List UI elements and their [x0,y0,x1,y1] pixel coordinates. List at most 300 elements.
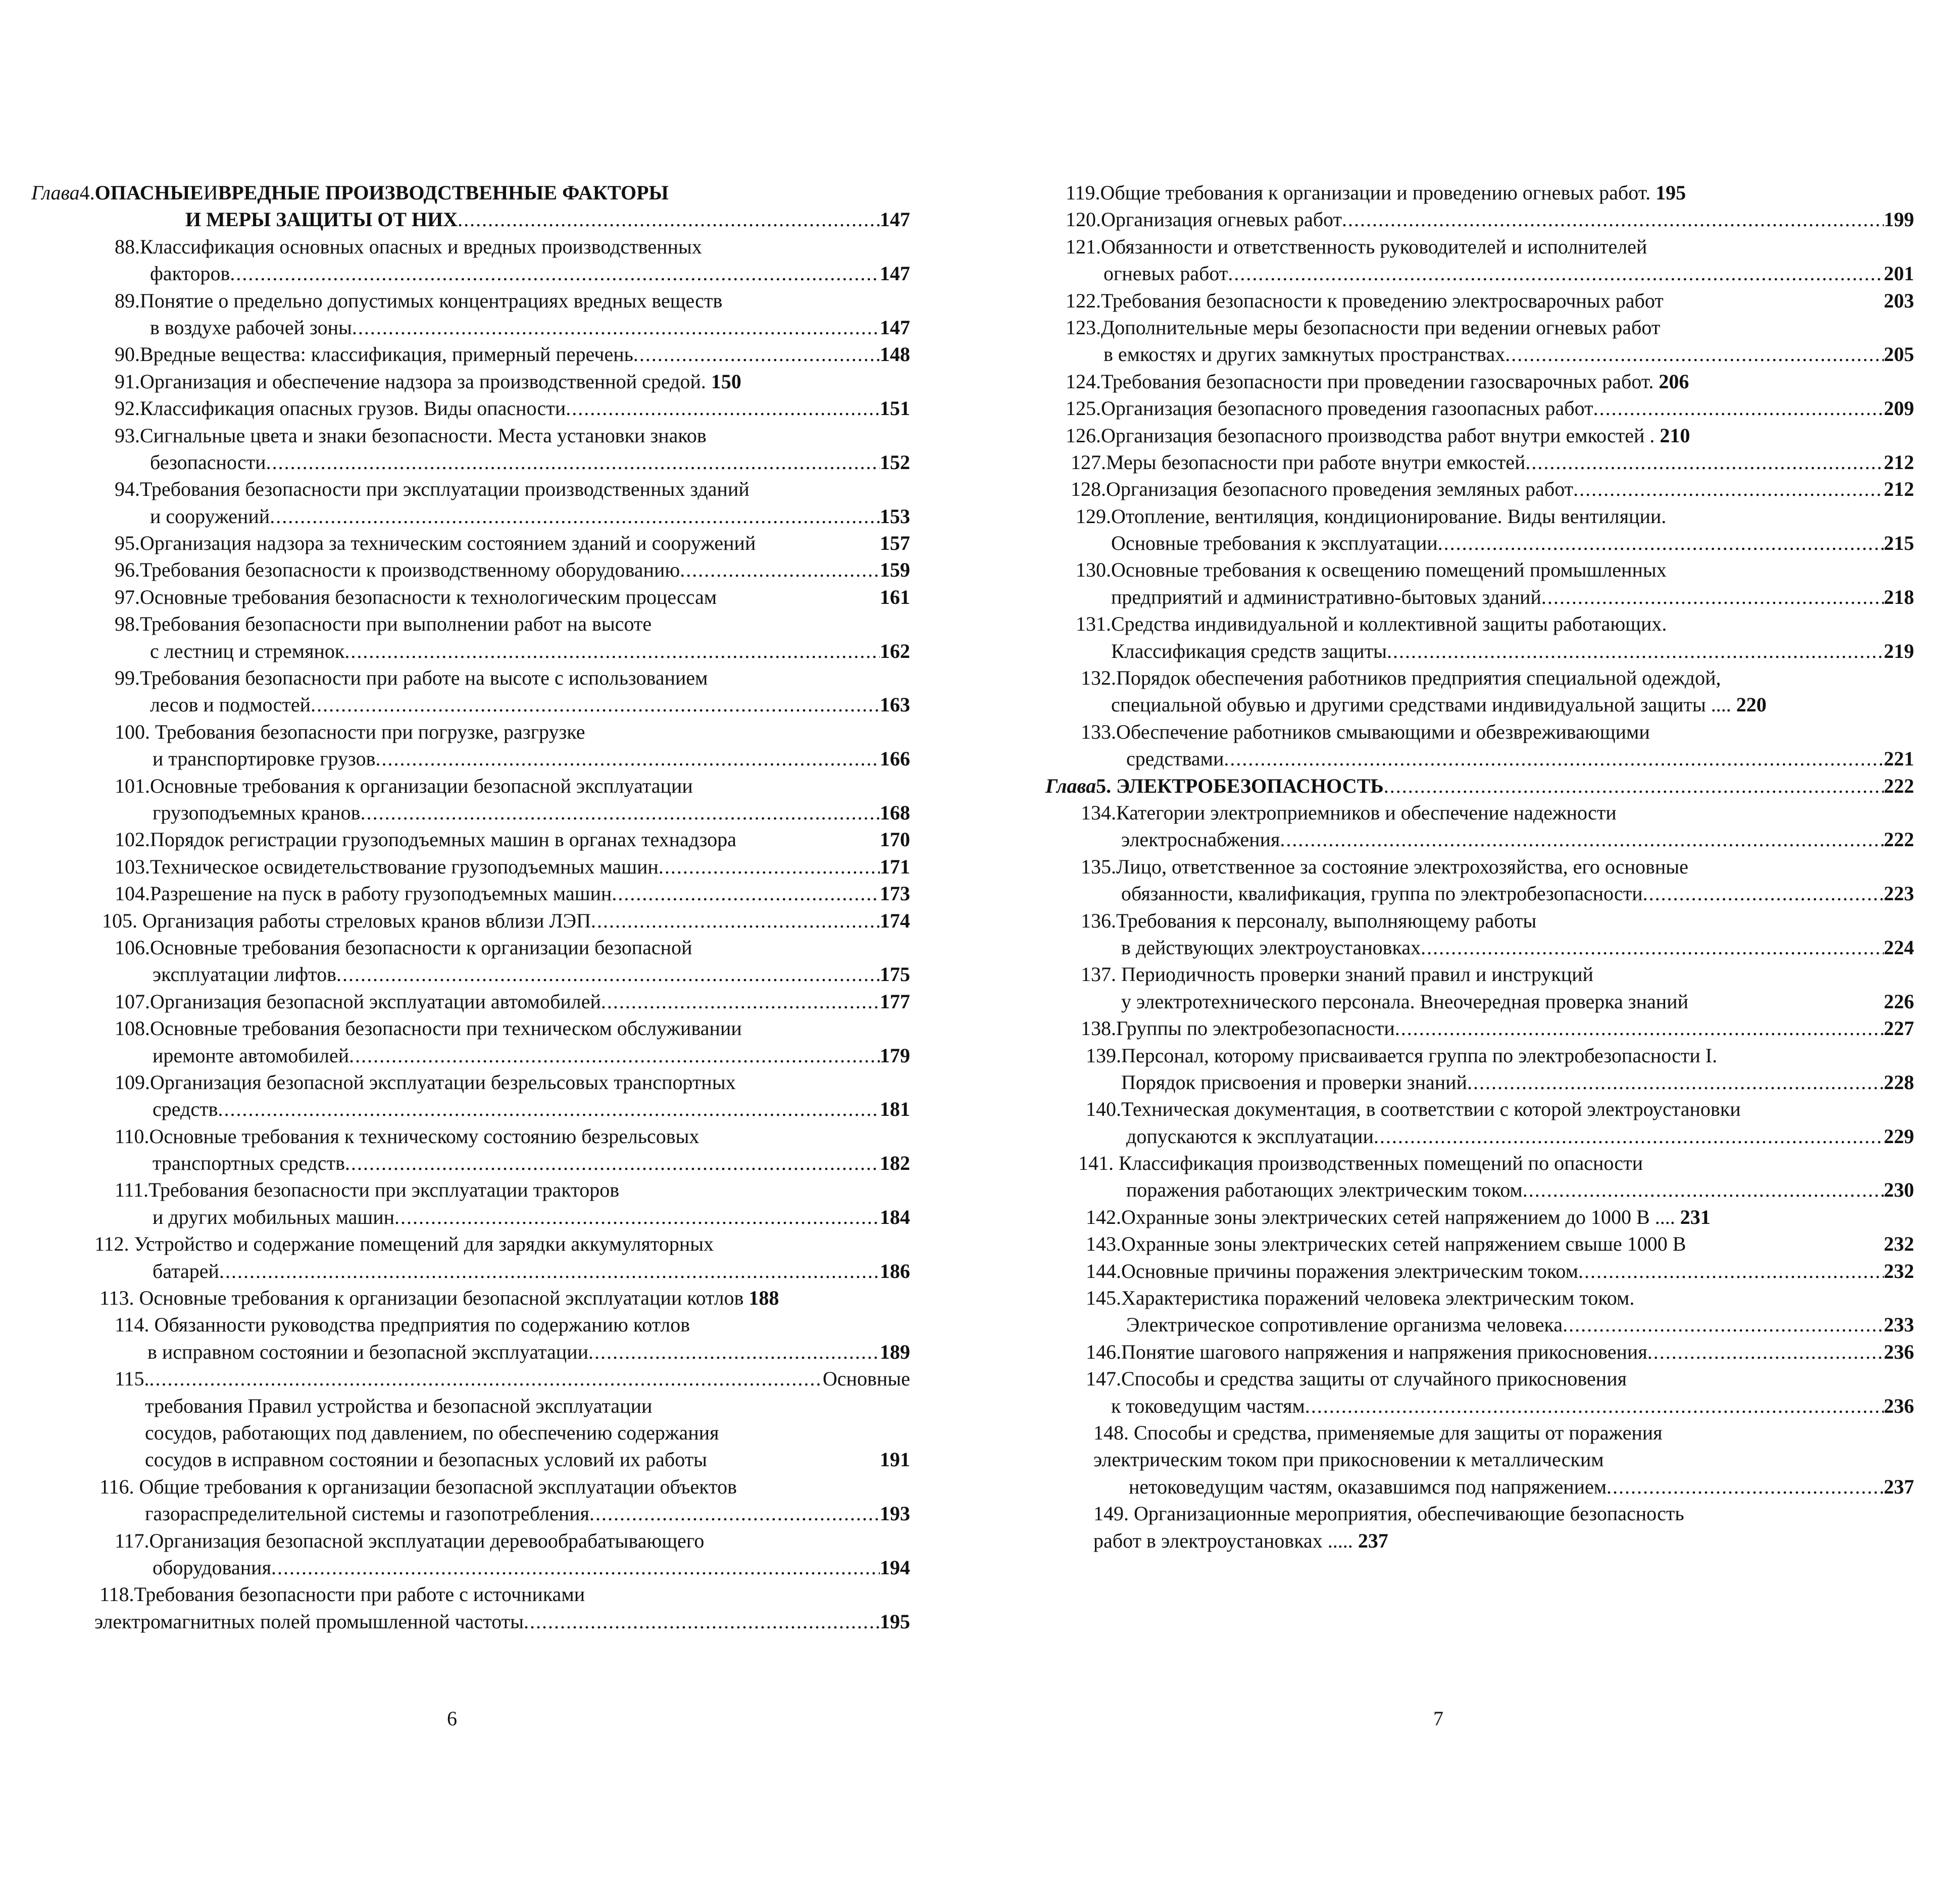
toc-page-number: 191 [880,1448,910,1471]
toc-entry-text: 129.Отопление, вентиляция, кондиционирование. Виды вентиляции. [1076,504,1667,528]
toc-entry-line [31,1554,910,1581]
toc-entry-text: электроснабжения [1121,828,1280,851]
toc-entry-line [1045,1150,1914,1176]
toc-entry-line [1045,1230,1914,1257]
dot-leader [344,638,880,664]
toc-entry-line [31,1446,910,1473]
dot-leader [349,1042,880,1069]
toc-entry-text: 104.Разрешение на пуск в работу грузоподъемных машин [115,882,612,905]
toc-entry-line [31,1123,910,1150]
toc-page-number: 189 [880,1340,910,1363]
toc-entry-text: 117.Организация безопасной эксплуатации деревообрабатывающего [115,1529,705,1552]
toc-page-number: 168 [880,801,910,824]
toc-page-number: 179 [880,1044,910,1067]
dot-leader [591,907,880,934]
toc-entry-text: 103.Техническое освидетельствование грузоподъемных машин [115,855,659,878]
dot-leader [1505,341,1884,368]
toc-entry-line [31,341,910,368]
toc-page-number: 201 [1884,262,1914,285]
toc-entry-line [31,503,910,530]
toc-page-number: 195 [880,1610,910,1633]
dot-leader [1541,584,1884,610]
dot-leader [524,1608,880,1635]
toc-page-number: 229 [1884,1124,1914,1148]
toc-entry-text: 130.Основные требования к освещению помещений промышленных [1076,558,1667,582]
toc-entry-line [1045,691,1914,718]
toc-entry-line [1045,1365,1914,1392]
toc-entry-text: 97.Основные требования безопасности к технологическим процессам [115,585,717,608]
toc-page-number: 233 [1884,1313,1914,1336]
toc-entry-text: в действующих электроустановках [1121,936,1421,959]
dot-leader [375,745,880,772]
toc-entry-line [31,664,910,691]
toc-page-number: 152 [880,450,910,474]
dot-leader [458,206,880,233]
toc-entry-text: 106.Основные требования безопасности к организации безопасной [115,936,692,959]
toc-entry-text: 137. Периодичность проверки знаний правил и инструкций [1081,963,1593,986]
toc-entry-text: транспортных средств [153,1152,345,1175]
toc-entry-text: 148. Способы и средства, применяемые для защиты от поражения [1093,1421,1663,1444]
toc-entry-text: ОПАСНЫЕ [94,181,204,204]
dot-leader [1573,476,1884,502]
toc-entry-text: Основные требования к эксплуатации [1111,532,1438,555]
toc-entry-line [31,260,910,287]
toc-entry-line [31,1230,910,1257]
toc-page-number: 236 [1884,1340,1914,1363]
toc-entry-line [31,880,910,907]
dot-leader [219,1258,880,1284]
toc-entry-text: факторов [150,262,230,285]
toc-entry-line [31,1069,910,1096]
dot-leader [1593,395,1884,422]
toc-entry-line [1045,718,1914,745]
toc-left-column [31,179,910,1635]
toc-entry-text: эксплуатации лифтов [153,963,336,986]
toc-page-number: 203 [1884,289,1914,312]
toc-entry-line [1045,179,1914,206]
toc-entry-line [31,961,910,988]
toc-entry-text: в исправном состоянии и безопасной эксплуатации [147,1340,588,1363]
toc-entry-text: 149. Организационные мероприятия, обеспечивающие безопасность [1093,1502,1684,1525]
toc-entry-text: Электрическое сопротивление организма человека [1126,1313,1563,1336]
toc-entry-text: 119.Общие требования к организации и проведению огневых работ. [1066,181,1651,204]
toc-entry-text: Порядок присвоения и проверки знаний [1121,1070,1467,1094]
dot-leader [1224,745,1884,772]
toc-entry-line [1045,638,1914,664]
toc-entry-text: Глава [1045,774,1096,797]
toc-entry-text: 145.Характеристика поражений человека электрическим током. [1086,1287,1635,1310]
toc-entry-text: 89.Понятие о предельно допустимых концентрациях вредных веществ [115,289,723,312]
toc-entry-text: 142.Охранные зоны электрических сетей напряжением до 1000 В [1086,1205,1650,1228]
toc-entry-text: 88.Классификация основных опасных и вредных производственных [115,235,702,258]
toc-entry-line [1045,314,1914,341]
toc-entry-line [31,718,910,745]
toc-page-number: 205 [1884,343,1914,366]
dot-leader [612,880,880,907]
toc-entry-line [1045,1176,1914,1203]
toc-entry-text: электромагнитных полей промышленной частоты [94,1610,524,1633]
toc-entry-line [1045,745,1914,772]
toc-page-number: 162 [880,639,910,662]
toc-entry-text: 113. Основные требования к организации безопасной эксплуатации котлов [99,1287,744,1310]
dot-leader [659,853,880,880]
dot-leader [589,1500,880,1527]
toc-entry-text: 141. Классификация производственных помещений по опасности [1078,1152,1643,1175]
toc-page-number: 232 [1884,1259,1914,1282]
toc-page-number: 148 [880,343,910,366]
toc-entry-text: оборудования [153,1556,271,1579]
toc-entry-text: в воздухе рабочей зоны [150,316,352,339]
toc-entry-line [1045,1339,1914,1365]
toc-entry-text: 128.Организация безопасного проведения земляных работ [1071,478,1574,501]
toc-page-number: 236 [1884,1394,1914,1417]
toc-page-number: 222 [1884,828,1914,851]
toc-entry-text: 135.Лицо, ответственное за состояние электрохозяйства, его основные [1081,855,1688,878]
toc-entry-line [1045,1446,1914,1473]
toc-entry-text: 110.Основные требования к техническому состоянию безрельсовых [115,1124,699,1148]
toc-entry-line [1045,1473,1914,1500]
toc-entry-line [1045,961,1914,988]
toc-page-number: 194 [880,1556,910,1579]
toc-entry-line [31,1419,910,1446]
toc-page-number: 237 [1358,1529,1388,1552]
toc-page-number: 193 [880,1502,910,1525]
toc-entry-line [1045,476,1914,502]
toc-entry-text: 4. [79,181,95,204]
toc-page-number: 174 [880,909,910,932]
dot-leader [149,1365,823,1392]
toc-page-number: 215 [1884,532,1914,555]
toc-entry-text: в емкостях и других замкнутых пространствах [1104,343,1506,366]
toc-entry-text: сосудов, работающих под давлением, по обеспечению содержания [145,1421,719,1444]
toc-entry-text: 124.Требования безопасности при проведении газосварочных работ. [1066,370,1654,393]
toc-page-number: 221 [1884,747,1914,770]
toc-entry-line [1045,422,1914,449]
dot-leader [1305,1393,1884,1419]
toc-entry-line [31,314,910,341]
toc-entry-text: 111.Требования безопасности при эксплуатации тракторов [115,1178,620,1202]
toc-page-number: 222 [1884,774,1914,797]
toc-entry-line [31,556,910,583]
toc-entry-text: и сооружений [150,504,270,528]
toc-entry-line [31,826,910,853]
toc-entry-text: 138.Группы по электробезопасности [1081,1017,1395,1040]
toc-entry-text: Глава [31,181,80,204]
dot-leader [394,1204,880,1230]
dot-leader [336,961,880,988]
dot-leader [1643,880,1884,907]
toc-entry-text: предприятий и административно-бытовых зданий [1111,585,1541,608]
toc-entry-line [1045,799,1914,826]
toc-entry-line [31,1527,910,1554]
toc-page-number: 206 [1659,370,1689,393]
toc-entry-text: огневых работ [1104,262,1228,285]
toc-entry-line [31,395,910,422]
toc-page-number: 163 [880,693,910,716]
toc-entry-text: 108.Основные требования безопасности при техническом обслуживании [115,1017,742,1040]
dot-leader [1228,260,1884,287]
toc-page-number: 230 [1884,1178,1914,1202]
toc-page-number: 195 [1656,181,1686,204]
page-number-left: 6 [447,1707,457,1730]
toc-entry-line [1045,880,1914,907]
dot-leader [588,1339,880,1365]
toc-entry-line [31,233,910,260]
toc-entry-text: И МЕРЫ ЗАЩИТЫ ОТ НИХ [185,208,458,231]
toc-entry-line [31,799,910,826]
toc-entry-line [31,988,910,1015]
toc-page-number: 188 [748,1287,779,1310]
toc-entry-text: 118.Требования безопасности при работе с источниками [99,1583,585,1606]
toc-entry-text: 133.Обеспечение работников смывающими и обезвреживающими [1081,720,1650,743]
toc-entry-text: И [203,181,218,204]
toc-page-number: 151 [880,397,910,420]
toc-entry-line [31,853,910,880]
dot-leader [271,1554,880,1581]
toc-entry-text: 120.Организация огневых работ [1066,208,1342,231]
toc-entry-text: 99.Требования безопасности при работе на высоте с использованием [115,666,708,690]
toc-entry-text: требования Правил устройства и безопасной эксплуатации [145,1394,653,1417]
toc-entry-text: 144.Основные причины поражения электрическим током [1086,1259,1578,1282]
toc-entry-line [31,1204,910,1230]
toc-entry-line [1045,1500,1914,1527]
toc-entry-text: газораспределительной системы и газопотребления [145,1502,589,1525]
toc-entry-text: и других мобильных машин [153,1205,395,1228]
toc-entry-text: грузоподъемных кранов [153,801,361,824]
dot-leader [1647,1339,1884,1365]
toc-entry-line [1045,1284,1914,1311]
toc-page-number: 147 [880,262,910,285]
toc-entry-line [31,1150,910,1176]
toc-entry-line [31,1096,910,1122]
toc-entry-line [1045,556,1914,583]
toc-entry-line [31,610,910,637]
toc-entry-line [1045,1069,1914,1096]
dot-leader [1563,1311,1884,1338]
toc-page-number: 212 [1884,450,1914,474]
toc-entry-text: 90.Вредные вещества: классификация, примерный перечень [115,343,633,366]
toc-entry-line [1045,341,1914,368]
toc-entry-tail: Основные [823,1367,910,1391]
toc-entry-text: 123.Дополнительные меры безопасности при ведении огневых работ [1066,316,1661,339]
toc-entry-text: батарей [153,1259,219,1282]
toc-entry-line [31,287,910,314]
toc-entry-line [1045,449,1914,476]
toc-page-number: 232 [1884,1232,1914,1256]
toc-page-number: 212 [1884,478,1914,501]
toc-entry-text: 101.Основные требования к организации безопасной эксплуатации [115,774,693,797]
toc-entry-line [31,745,910,772]
toc-entry-text: 147.Способы и средства защиты от случайного прикосновения [1086,1367,1627,1391]
toc-entry-line [1045,260,1914,287]
toc-page-number: 150 [711,370,741,393]
toc-entry-text: 107.Организация безопасной эксплуатации автомобилей [115,990,601,1013]
toc-page-number: 226 [1884,990,1914,1013]
toc-page-number: 228 [1884,1070,1914,1094]
toc-entry-text: нетоковедущим частям, оказавшимся под напряжением [1129,1475,1607,1498]
dot-leader [1525,449,1884,476]
toc-entry-line [1045,1419,1914,1446]
toc-entry-text: 93.Сигнальные цвета и знаки безопасности. Места установки знаков [115,424,707,447]
dot-leader [1467,1069,1884,1096]
toc-page-number: 186 [880,1259,910,1282]
toc-entry-text: 146.Понятие шагового напряжения и напряжения прикосновения [1086,1340,1647,1363]
toc-entry-text: 140.Техническая документация, в соответствии с которой электроустановки [1086,1098,1741,1121]
dot-leader [1387,638,1884,664]
toc-entry-text: у электротехнического персонала. Внеочередная проверка знаний [1121,990,1688,1013]
toc-entry-text: электрическим током при прикосновении к металлическим [1093,1448,1604,1471]
toc-page-number: 161 [880,585,910,608]
toc-entry-text: 92.Классификация опасных грузов. Виды опасности [115,397,566,420]
toc-entry-line [31,422,910,449]
toc-entry-line [31,1473,910,1500]
toc-entry-text: безопасности [150,450,266,474]
toc-entry-line [31,934,910,961]
toc-entry-line [31,773,910,799]
toc-entry-line [1045,1258,1914,1284]
toc-page-number: 159 [880,558,910,582]
toc-entry-text: 122.Требования безопасности к проведению электросварочных работ [1066,289,1664,312]
dot-leader [633,341,880,368]
toc-entry-text: 100. Требования безопасности при погрузке, разгрузке [115,720,585,743]
toc-page-number: 175 [880,963,910,986]
toc-entry-text: 98.Требования безопасности при выполнении работ на высоте [115,612,652,636]
toc-entry-text: к токоведущим частям [1111,1394,1305,1417]
toc-entry-line [31,691,910,718]
toc-entry-line [1045,1527,1914,1554]
toc-entry-line [1045,1123,1914,1150]
toc-entry-line [1045,503,1914,530]
toc-entry-text: работ в электроустановках ..... [1093,1529,1353,1552]
toc-entry-line [1045,664,1914,691]
toc-page-number: 209 [1884,397,1914,420]
toc-entry-text: сосудов в исправном состоянии и безопасных условий их работы [145,1448,708,1471]
toc-page-number: 157 [880,532,910,555]
toc-page-number: 171 [880,855,910,878]
toc-page-number: 227 [1884,1017,1914,1040]
toc-entry-line [31,368,910,395]
toc-page-number: 231 [1680,1205,1711,1228]
toc-entry-line [1045,988,1914,1015]
dot-leader [1280,826,1884,853]
toc-entry-text: и транспортировке грузов [153,747,376,770]
toc-entry-text: 96.Требования безопасности к производственному оборудованию [115,558,680,582]
toc-entry-text: 134.Категории электроприемников и обеспечение надежности [1081,801,1617,824]
dot-leader [1374,1123,1884,1150]
toc-page-number: 173 [880,882,910,905]
toc-entry-line [31,907,910,934]
dot-leader [1578,1258,1884,1284]
toc-entry-text: 131.Средства индивидуальной и коллективной защиты работающих. [1076,612,1667,636]
dot-leader [345,1150,880,1176]
toc-page-number: 170 [880,828,910,851]
dot-leader [601,988,880,1015]
toc-entry-line [31,1042,910,1069]
toc-entry-text: 115. [115,1367,149,1391]
toc-entry-line [31,1176,910,1203]
toc-page-number: 218 [1884,585,1914,608]
toc-entry-text: 136.Требования к персоналу, выполняющему работы [1081,909,1537,932]
toc-entry-line [31,1608,910,1635]
toc-page-number: 223 [1884,882,1914,905]
dot-leader [1438,530,1884,556]
toc-entry-text: 94.Требования безопасности при эксплуатации производственных зданий [115,478,749,501]
toc-entry-text: 127.Меры безопасности при работе внутри емкостей [1071,450,1526,474]
dot-leader [311,691,880,718]
toc-entry-line [1045,395,1914,422]
toc-entry-line [31,1015,910,1042]
toc-entry-text: 121.Обязанности и ответственность руководителей и исполнителей [1066,235,1647,258]
toc-right-column [1045,179,1914,1554]
dot-leader [352,314,880,341]
dot-leader [680,556,880,583]
toc-entry-tail: .... [1711,693,1731,716]
toc-entry-line [1045,233,1914,260]
toc-page-number: 199 [1884,208,1914,231]
toc-entry-text: 102.Порядок регистрации грузоподъемных машин в органах технадзора [115,828,737,851]
toc-entry-text: Классификация средств защиты [1111,639,1387,662]
toc-entry-text: 126.Организация безопасного производства работ внутри емкостей . [1066,424,1655,447]
toc-entry-line [1045,934,1914,961]
toc-entry-line [1045,1311,1914,1338]
dot-leader [1523,1176,1884,1203]
toc-entry-text: 105. Организация работы стреловых кранов вблизи ЛЭП [102,909,591,932]
toc-page-number: 182 [880,1152,910,1175]
toc-entry-line [31,638,910,664]
dot-leader [218,1096,880,1122]
toc-entry-text: средствами [1126,747,1224,770]
toc-entry-text: допускаются к эксплуатации [1126,1124,1374,1148]
toc-entry-line [1045,368,1914,395]
dot-leader [1395,1015,1884,1042]
page-number-right: 7 [1433,1707,1443,1730]
toc-page-number: 184 [880,1205,910,1228]
toc-entry-line [31,584,910,610]
dot-leader [270,503,880,530]
toc-entry-line [31,1311,910,1338]
toc-page-number: 237 [1884,1475,1914,1498]
toc-entry-line [31,1365,910,1392]
toc-entry-text: с лестниц и стремянок [150,639,345,662]
toc-entry-line [31,1500,910,1527]
toc-entry-line [1045,1042,1914,1069]
toc-entry-line [1045,907,1914,934]
toc-page-number: 177 [880,990,910,1013]
toc-entry-text: 143.Охранные зоны электрических сетей напряжением свыше 1000 В [1086,1232,1686,1256]
toc-entry-text: средств [153,1098,218,1121]
dot-leader [1384,773,1884,799]
toc-page-number: 166 [880,747,910,770]
toc-entry-line [1045,530,1914,556]
toc-entry-text: 114. Обязанности руководства предприятия по содержанию котлов [115,1313,690,1336]
dot-leader [266,449,880,476]
toc-entry-text: обязанности, квалификация, группа по электробезопасности [1121,882,1643,905]
toc-entry-text: иремонте автомобилей [153,1044,349,1067]
toc-entry-text: 139.Персонал, которому присваивается группа по электробезопасности I. [1086,1044,1718,1067]
toc-page-number: 147 [880,208,910,231]
toc-page-number: 181 [880,1098,910,1121]
toc-entry-line [31,206,910,233]
toc-entry-line [31,1258,910,1284]
toc-entry-text: 116. Общие требования к организации безопасной эксплуатации объектов [99,1475,737,1498]
toc-page-number: 210 [1660,424,1690,447]
toc-entry-text: 132.Порядок обеспечения работников предприятия специальной одеждой, [1081,666,1721,690]
dot-leader [1421,934,1884,961]
toc-entry-text: лесов и подмостей [150,693,311,716]
toc-page-number: 153 [880,504,910,528]
toc-entry-text: специальной обувью и другими средствами индивидуальной защиты [1111,693,1706,716]
dot-leader [230,260,880,287]
